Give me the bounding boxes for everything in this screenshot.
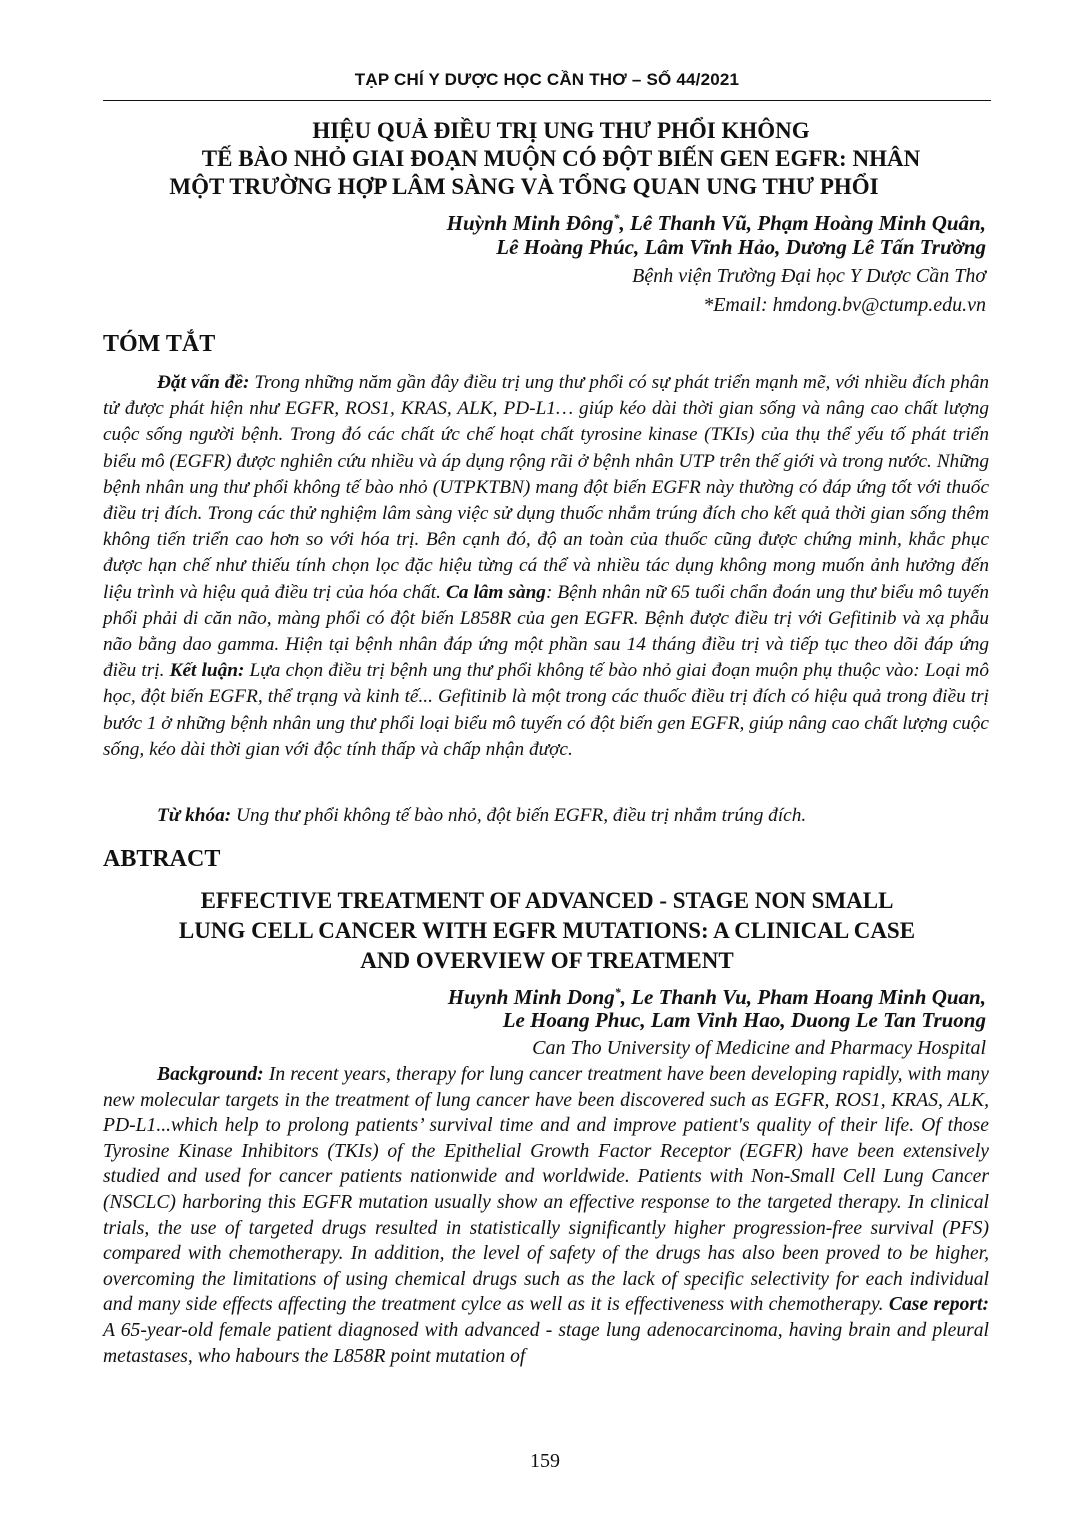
- first-author-en: Huynh Minh Dong: [447, 985, 615, 1009]
- abstract-en-heading: ABTRACT: [103, 846, 221, 872]
- abstract-vi-heading: TÓM TẮT: [103, 331, 216, 357]
- label-tu-khoa: Từ khóa:: [157, 805, 232, 826]
- text-ket-luan: Lựa chọn điều trị bệnh ung thư phổi không tế bào nhỏ giai đoạn muộn phụ thuộc vào: Loại mô học, đột biến EGFR, thể trạng và kinh tế... Gefitinib là một trong các thuốc điều trị đích có hiệu quả trong điều trị bước 1 ở những bệnh nhân ung thư phổi loại biểu mô tuyến có đột biến gen EGFR, giúp nâng cao chất lượng cuộc sống, kéo dài thời gian với độc tính thấp và chấp nhận được.: [103, 660, 989, 760]
- text-tu-khoa: Ung thư phổi không tế bào nhỏ, đột biến EGFR, điều trị nhắm trúng đích.: [231, 805, 807, 826]
- authors-en-line2: Le Hoang Phuc, Lam Vinh Hao, Duong Le Tan Truong: [502, 1008, 986, 1032]
- corresponding-mark: *: [613, 211, 620, 225]
- text-ca-lam-sang: : Bệnh nhân nữ 65 tuổi chẩn đoán ung thư biểu mô tuyến phổi phải di căn não, màng phổi có đột biến L858R của gen EGFR. Bệnh được điều trị với Gefitinib và xạ phẫu não bằng dao gamma. Hiện tại bệnh nhân đáp ứng một phần sau 14 tháng điều trị và tiếp tục theo dõi đáp ứng điều trị.: [103, 581, 989, 682]
- label-ca-lam-sang: Ca lâm sàng: [445, 581, 546, 603]
- title-vi-line: MỘT TRƯỜNG HỢP LÂM SÀNG VÀ TỔNG QUAN UNG THƯ PHỔI: [169, 174, 879, 199]
- title-en-line: EFFECTIVE TREATMENT OF ADVANCED - STAGE NON SMALL: [200, 888, 894, 913]
- title-en-line: LUNG CELL CANCER WITH EGFR MUTATIONS: A CLINICAL CASE: [178, 918, 916, 943]
- first-author-vi: Huỳnh Minh Đông: [446, 211, 614, 235]
- label-dat-van-de: Đặt vấn đề:: [157, 372, 250, 393]
- authors-vi-line2: Lê Hoàng Phúc, Lâm Vĩnh Hảo, Dương Lê Tấn Trường: [496, 235, 986, 259]
- journal-header: TẠP CHÍ Y DƯỢC HỌC CẦN THƠ – SỐ 44/2021: [354, 70, 740, 89]
- affiliation-vi: Bệnh viện Trường Đại học Y Dược Cần Thơ: [632, 265, 986, 287]
- affiliation-en: Can Tho University of Medicine and Pharmacy Hospital: [532, 1037, 986, 1059]
- article-title-en: [103, 886, 991, 976]
- text-dat-van-de: Trong những năm gần đây điều trị ung thư phổi có sự phát triển mạnh mẽ, với nhiều đích phân tử được phát hiện như EGFR, ROS1, KRAS, ALK, PD-L1… giúp kéo dài thời gian sống và nâng cao chất lượng cuộc sống người bệnh. Trong đó các chất ức chế hoạt chất tyrosine kinase (TKIs) của thụ thể yếu tố phát triển biểu mô (EGFR) được nghiên cứu nhiều và áp dụng rộng rãi ở bệnh nhân UTP trên thế giới và trong nước. Những bệnh nhân ung thư phổi không tế bào nhỏ (UTPKTBN) mang đột biến EGFR này thường có đáp ứng tốt với thuốc điều trị đích. Trong các thử nghiệm lâm sàng việc sử dụng thuốc nhắm trúng đích cho kết quả thời gian sống thêm không tiến triển cao hơn so với hóa trị. Bên cạnh đó, độ an toàn của thuốc cũng được chứng minh, khắc phục được hạn chế như thiếu tính chọn lọc đặc hiệu từng cá thể và nhiều tác dụng không mong muốn ảnh hưởng đến liệu trình và hiệu quả điều trị của hóa chất.: [103, 372, 989, 603]
- article-title-vi: [103, 117, 991, 201]
- coauthors-vi: , Lê Thanh Vũ, Phạm Hoàng Minh Quân,: [619, 211, 986, 235]
- header-divider: [103, 100, 991, 101]
- text-background: In recent years, therapy for lung cancer treatment have been developing rapidly, with many new molecular targets in the treatment of lung cancer have been discovered such as EGFR, ROS1, KRAS, ALK, PD-L1...which help to prolong patients’ survival time and and improve patient's quality of their life. Of those Tyrosine Kinase Inhibitors (TKIs) of the Epithelial Growth Factor Receptor (EGFR) have been extensively studied and used for cancer patients nationwide and worldwide. Patients with Non-Small Cell Lung Cancer (NSCLC) harboring this EGFR mutation usually show an effective response to the targeted therapy. In clinical trials, the use of targeted drugs resulted in statistically significantly higher progression-free survival (PFS) compared with chemotherapy. In addition, the level of safety of the drugs has also been proved to be higher, overcoming the limitations of using chemical drugs such as the lack of specific selectivity for each individual and many side effects affecting the treatment cylce as well as it is effectiveness with chemotherapy.: [103, 1064, 989, 1316]
- title-vi-line: HIỆU QUẢ ĐIỀU TRỊ UNG THƯ PHỔI KHÔNG: [312, 118, 810, 143]
- corresponding-email: *Email: hmdong.bv@ctump.edu.vn: [703, 294, 986, 316]
- abstract-vi-body: [103, 370, 989, 763]
- title-en-line: AND OVERVIEW OF TREATMENT: [360, 948, 734, 973]
- page-number: 159: [530, 1450, 560, 1472]
- corresponding-mark: *: [614, 985, 621, 999]
- label-background: Background:: [157, 1064, 264, 1085]
- label-case-report: Case report:: [888, 1294, 989, 1316]
- label-ket-luan: Kết luận:: [169, 660, 245, 682]
- keywords-vi: [103, 805, 989, 827]
- abstract-en-body: [103, 1062, 989, 1369]
- coauthors-en: , Le Thanh Vu, Pham Hoang Minh Quan,: [620, 985, 986, 1009]
- title-vi-line: TẾ BÀO NHỎ GIAI ĐOẠN MUỘN CÓ ĐỘT BIẾN GEN EGFR: NHÂN: [201, 146, 921, 171]
- text-case-report: A 65-year-old female patient diagnosed with advanced - stage lung adenocarcinoma, having brain and pleural metastases, who habours the L858R point mutation of: [103, 1319, 989, 1367]
